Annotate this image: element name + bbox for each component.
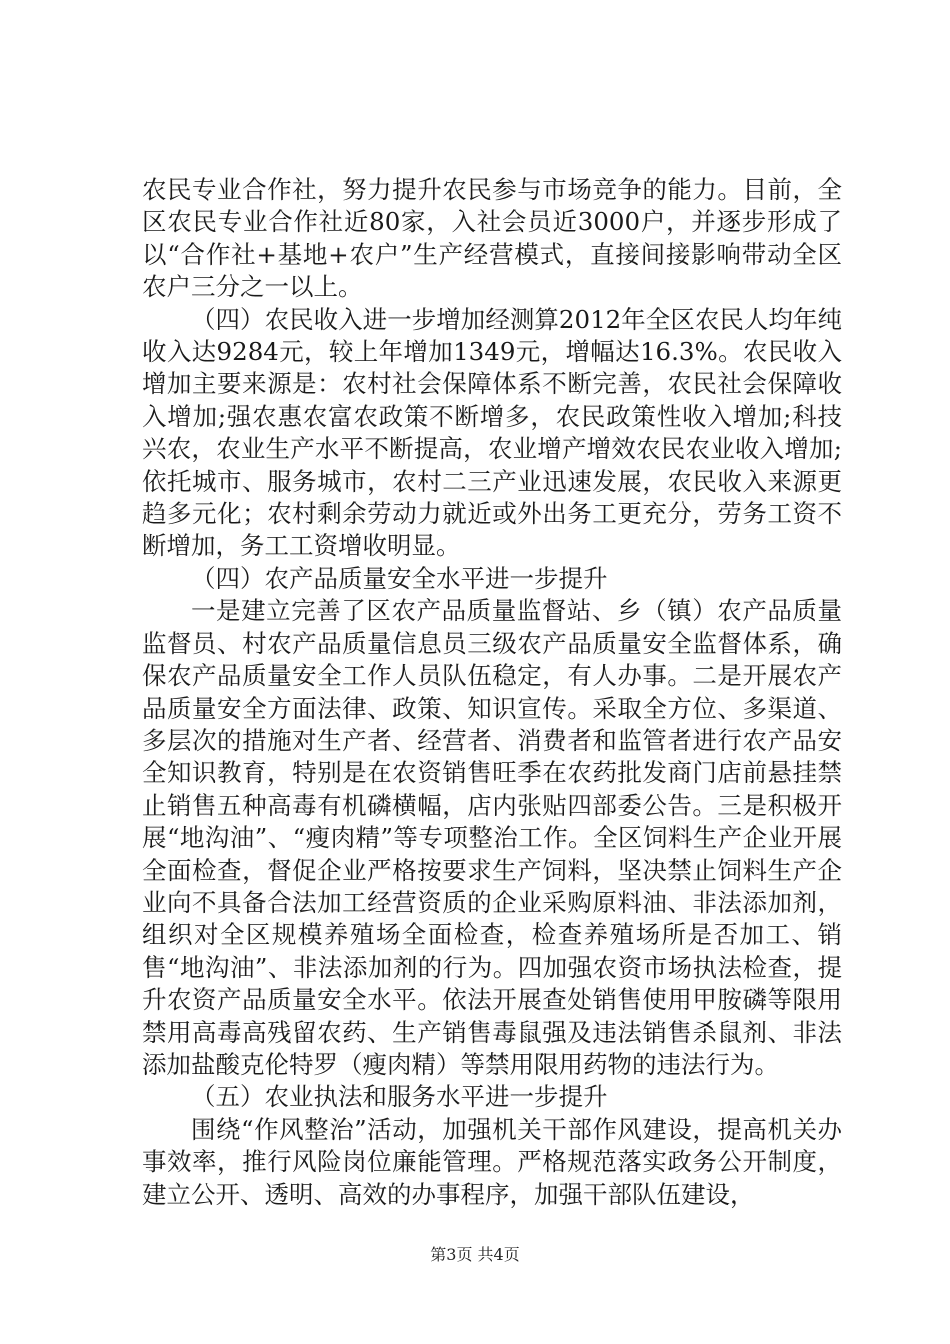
paragraph-quality-safety: 一是建立完善了区农产品质量监督站、乡（镇）农产品质量监督员、村农产品质量信息员三级农产品质量安全监督体系，确保农产品质量安全工作人员队伍稳定，有人办事。二是开展农产品质量安全方面法律、政策、知识宣传。采取全方位、多渠道、多层次的措施对生产者、经营者、消费者和监管者进行农产品安全知识教育，特别是在农资销售旺季在农药批发商门店前悬挂禁止销售五种高毒有机磷横幅，店内张贴四部委公告。三是积极开展“地沟油”、“瘦肉精”等专项整治工作。全区饲料生产企业开展全面检查，督促企业严格按要求生产饲料，坚决禁止饲料生产企业向不具备合法加工经营资质的企业采购原料油、非法添加剂，组织对全区规模养殖场全面检查，检查养殖场所是否加工、销售“地沟油”、非法添加剂的行为。四加强农资市场执法检查，提升农资产品质量安全水平。依法开展查处销售使用甲胺磷等限用禁用高毒高残留农药、生产销售毒鼠强及违法销售杀鼠剂、非法添加盐酸克伦特罗（瘦肉精）等禁用限用药物的违法行为。 xyxy=(142,596,842,1079)
paragraph-farmer-income: （四）农民收入进一步增加经测算2012年全区农民人均年纯收入达9284元，较上年增加1349元，增幅达16.3%。农民收入增加主要来源是：农村社会保障体系不断完善，农民社会保障收入增加;强农惠农富农政策不断增多，农民政策性收入增加;科技兴农，农业生产水平不断提高，农业增产增效农民农业收入增加;依托城市、服务城市，农村二三产业迅速发展，农民收入来源更趋多元化；农村剩余劳动力就近或外出务工更充分，劳务工资不断增加，务工工资增收明显。 xyxy=(142,304,842,561)
section-heading-law-enforcement: （五）农业执法和服务水平进一步提升 xyxy=(191,1082,608,1112)
paragraph-law-enforcement: 围绕“作风整治”活动，加强机关干部作风建设，提高机关办事效率，推行风险岗位廉能管理。严格规范落实政务公开制度，建立公开、透明、高效的办事程序，加强干部队伍建设， xyxy=(142,1114,842,1209)
paragraph-cooperatives-continued: 农民专业合作社，努力提升农民参与市场竞争的能力。目前，全区农民专业合作社近80家，入社会员近3000户，并逐步形成了以“合作社+基地+农户”生产经营模式，直接间接影响带动全区农户三分之一以上。 xyxy=(142,175,842,302)
document-body xyxy=(142,174,842,1211)
page-footer: 第3页 共4页 xyxy=(430,1245,520,1264)
section-heading-quality-safety: （四）农产品质量安全水平进一步提升 xyxy=(191,563,608,593)
